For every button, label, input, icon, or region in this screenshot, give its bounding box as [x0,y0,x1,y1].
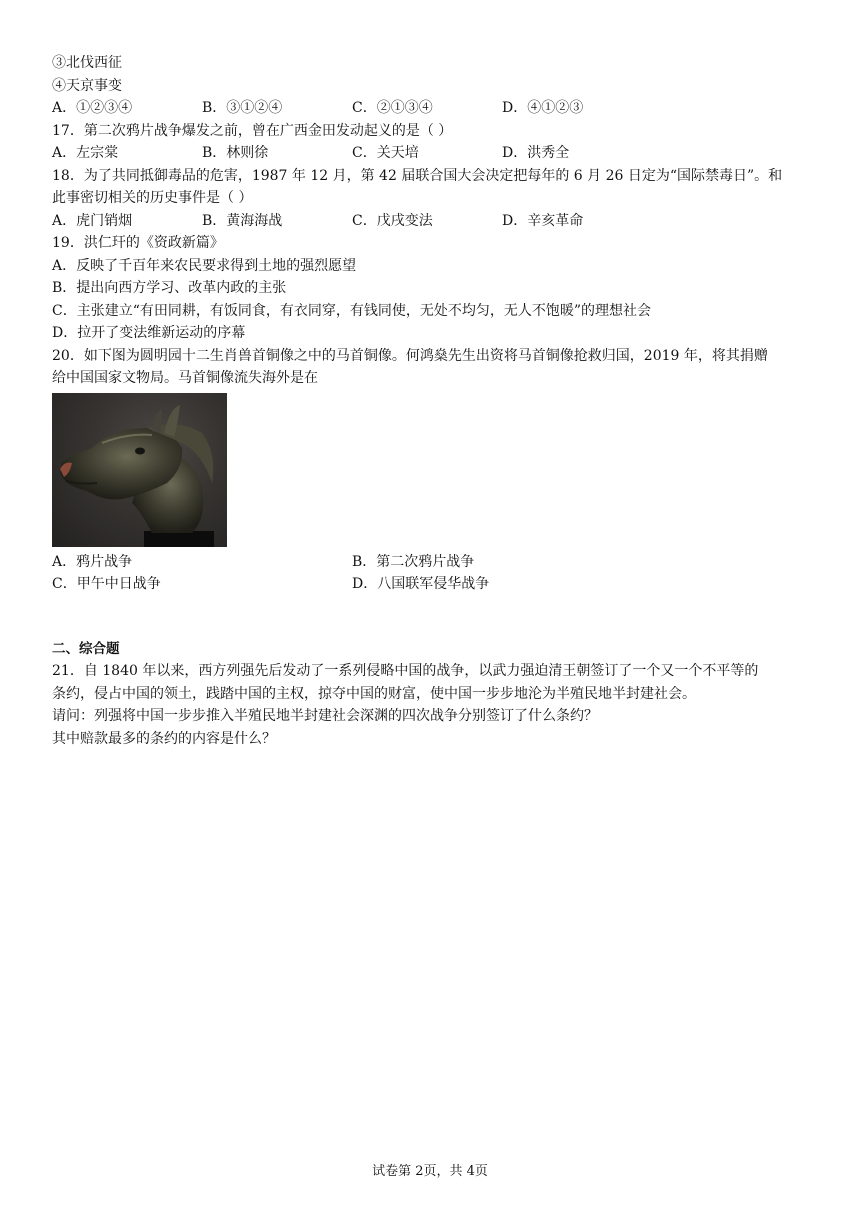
q18-options [52,210,812,233]
q19-option-b: B．提出向西方学习、改革内政的主张 [52,280,287,296]
q18-option-c: C．戊戌变法 [352,212,433,229]
q20-option-d: D．八国联军侵华战争 [352,576,490,592]
q20-option-a: A．鸦片战争 [52,553,133,570]
q18-stem-line1: 18．为了共同抵御毒品的危害，1987 年 12 月，第 42 届联合国大会决定把每年的 6 月 26 日定为“国际禁毒日”。和 [52,167,783,184]
q20-options-row2 [52,573,812,596]
q17-option-c: C．关天培 [352,145,419,161]
q21-line3: 请问：列强将中国一步步推入半殖民地半封建社会深渊的四次战争分别签订了什么条约？ [52,708,598,724]
q16-options [52,97,812,120]
q17-option-b: B．林则徐 [202,145,269,161]
q16-option-d: D．④①②③ [502,100,584,116]
q19-option-c: C．主张建立“有田同耕，有饭同食，有衣同穿，有钱同使，无处不均匀，无人不饱暖”的理想社会 [52,302,652,319]
q17-options [52,142,812,165]
q20-stem-line2: 给中国国家文物局。马首铜像流失海外是在 [52,370,318,386]
q21-line4: 其中赔款最多的条约的内容是什么？ [52,730,276,747]
q17-option-a: A．左宗棠 [52,145,119,161]
q19-option-d: D．拉开了变法维新运动的序幕 [52,325,246,341]
q16-item3: ③北伐西征 [52,55,122,71]
q18-option-b: B．黄海海战 [202,212,283,229]
page-footer: 试卷第 2页，共 4页 [372,1164,488,1179]
q17-option-d: D．洪秀全 [502,145,570,161]
q19-stem: 19．洪仁玕的《资政新篇》 [52,235,224,251]
q16-option-c: C．②①③④ [352,100,433,116]
q21-line2: 条约，侵占中国的领土，践踏中国的主权，掠夺中国的财富，使中国一步步地沦为半殖民地半封建社会。 [52,685,696,702]
exam-page [52,52,812,750]
q21-line1: 21．自 1840 年以来，西方列强先后发动了一系列侵略中国的战争，以武力强迫清王朝签订了一个又一个不平等的 [52,663,759,679]
q16-item4: ④天京事变 [52,77,122,94]
horse-head-illustration [52,393,227,547]
q18-stem-line2: 此事密切相关的历史事件是（ ） [52,190,253,206]
q19-option-a: A．反映了千百年来农民要求得到土地的强烈愿望 [52,257,357,274]
q20-option-b: B．第二次鸦片战争 [352,553,475,570]
q16-option-b: B．③①②④ [202,100,283,116]
q18-option-d: D．辛亥革命 [502,212,584,229]
q16-option-a: A．①②③④ [52,100,133,116]
q20-option-c: C．甲午中日战争 [52,576,161,592]
q18-option-a: A．虎门销烟 [52,212,133,229]
horse-head-bronze-photo [52,393,227,547]
section-title: 二、综合题 [52,640,120,657]
q17-stem: 17．第二次鸦片战争爆发之前，曾在广西金田发动起义的是（ ） [52,122,453,139]
q20-stem-line1: 20．如下图为圆明园十二生肖兽首铜像之中的马首铜像。何鸿燊先生出资将马首铜像抢救归国，2019 年，将其捐赠 [52,347,768,364]
q20-options-row1 [52,551,812,574]
